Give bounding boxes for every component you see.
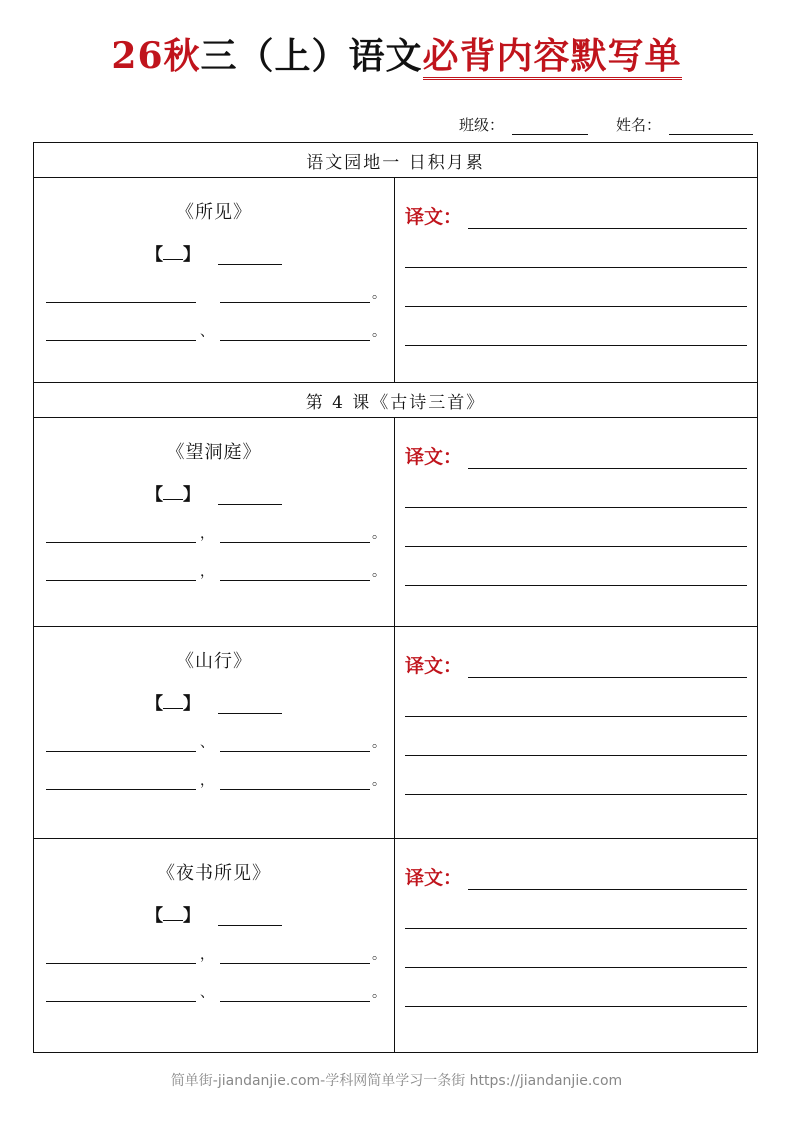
poem-row bbox=[34, 178, 758, 383]
verse-line bbox=[46, 321, 394, 341]
poem-title: 《山行》 bbox=[176, 650, 252, 672]
punct-mark: 、 bbox=[200, 324, 214, 341]
translation-first-line bbox=[405, 651, 747, 678]
poem-row bbox=[34, 838, 758, 1052]
worksheet-table bbox=[33, 142, 758, 1053]
student-info bbox=[459, 114, 753, 135]
poem-cell bbox=[34, 418, 395, 626]
translation-blank[interactable] bbox=[405, 678, 747, 717]
class-blank[interactable] bbox=[512, 118, 588, 135]
translation-cell bbox=[395, 418, 758, 626]
verse-line bbox=[46, 982, 394, 1002]
punct-mark: 、 bbox=[200, 984, 214, 1001]
translation-blank[interactable] bbox=[468, 881, 747, 890]
verse-blank[interactable] bbox=[46, 288, 196, 303]
translation-blank[interactable] bbox=[405, 469, 747, 508]
translation-first-line bbox=[405, 442, 747, 469]
punct-mark: ， bbox=[200, 526, 214, 543]
translation-cell bbox=[395, 626, 758, 838]
verse-blank[interactable] bbox=[46, 528, 196, 543]
verse-line bbox=[46, 732, 394, 752]
name-blank[interactable] bbox=[669, 118, 753, 135]
title-subject: 必背内容默写单 bbox=[423, 35, 682, 80]
poem-title: 《夜书所见》 bbox=[157, 862, 271, 884]
section-heading-row bbox=[34, 143, 758, 178]
translation-blank[interactable] bbox=[405, 547, 747, 586]
footer-watermark: 简单街-jiandanjie.com-学科网简单学习一条街 https://jiandanjie.com bbox=[170, 1073, 623, 1089]
punct-mark: ， bbox=[200, 772, 214, 789]
title-year: 26秋 bbox=[111, 35, 201, 77]
class-field bbox=[459, 114, 588, 135]
poem-row bbox=[34, 418, 758, 626]
poem-cell bbox=[34, 838, 395, 1052]
punct-mark: 、 bbox=[200, 734, 214, 751]
verse-blank[interactable] bbox=[220, 566, 370, 581]
section-heading: 语文园地一 日积月累 bbox=[34, 143, 758, 178]
verse-line bbox=[46, 770, 394, 790]
verse-line bbox=[46, 283, 394, 303]
class-label: 班级： bbox=[458, 116, 504, 134]
section-heading-row bbox=[34, 383, 758, 418]
verse-line bbox=[46, 561, 394, 581]
translation-blank[interactable] bbox=[468, 460, 747, 469]
verse-blank[interactable] bbox=[46, 737, 196, 752]
translation-blank[interactable] bbox=[468, 669, 747, 678]
end-mark: 。 bbox=[372, 526, 386, 543]
translation-blank[interactable] bbox=[405, 756, 747, 795]
verse-line bbox=[46, 944, 394, 964]
poem-row bbox=[34, 626, 758, 838]
dynasty-bracket[interactable]: 【 】 bbox=[146, 905, 200, 926]
end-mark: 。 bbox=[372, 734, 386, 751]
dynasty-bracket[interactable]: 【 】 bbox=[146, 485, 200, 506]
translation-blank[interactable] bbox=[405, 890, 747, 929]
poem-title: 《望洞庭》 bbox=[166, 442, 262, 464]
translation-cell bbox=[395, 838, 758, 1052]
translation-blank[interactable] bbox=[405, 229, 747, 268]
translation-blank[interactable] bbox=[405, 307, 747, 346]
verse-blank[interactable] bbox=[46, 949, 196, 964]
translation-blank[interactable] bbox=[468, 220, 747, 229]
translation-label: 译文： bbox=[405, 446, 463, 469]
end-mark: 。 bbox=[372, 324, 386, 341]
translation-blank[interactable] bbox=[405, 268, 747, 307]
verse-blank[interactable] bbox=[46, 566, 196, 581]
poem-title: 《所见》 bbox=[176, 202, 252, 224]
translation-label: 译文： bbox=[405, 866, 463, 889]
author-row bbox=[34, 480, 394, 505]
translation-blank[interactable] bbox=[405, 968, 747, 1007]
author-row bbox=[34, 240, 394, 265]
author-blank[interactable] bbox=[218, 250, 282, 265]
author-row bbox=[34, 901, 394, 926]
translation-first-line bbox=[405, 202, 747, 229]
translation-blank[interactable] bbox=[405, 717, 747, 756]
punct-mark: ， bbox=[200, 946, 214, 963]
translation-first-line bbox=[405, 863, 747, 890]
end-mark: 。 bbox=[372, 946, 386, 963]
author-blank[interactable] bbox=[218, 699, 282, 714]
poem-cell bbox=[34, 178, 395, 383]
end-mark: 。 bbox=[372, 772, 386, 789]
verse-line bbox=[46, 523, 394, 543]
author-blank[interactable] bbox=[218, 911, 282, 926]
verse-blank[interactable] bbox=[46, 775, 196, 790]
dynasty-bracket[interactable]: 【 】 bbox=[146, 245, 200, 266]
verse-blank[interactable] bbox=[220, 949, 370, 964]
section-heading: 第 4 课《古诗三首》 bbox=[34, 383, 758, 418]
translation-label: 译文： bbox=[405, 206, 463, 229]
title-grade: 三（上）语文 bbox=[200, 35, 423, 77]
verse-blank[interactable] bbox=[46, 987, 196, 1002]
punct-mark: ， bbox=[200, 564, 214, 581]
verse-blank[interactable] bbox=[220, 528, 370, 543]
verse-blank[interactable] bbox=[220, 775, 370, 790]
dynasty-bracket[interactable]: 【 】 bbox=[146, 693, 200, 714]
page-title bbox=[0, 28, 793, 79]
end-mark: 。 bbox=[372, 286, 386, 303]
end-mark: 。 bbox=[372, 564, 386, 581]
poem-cell bbox=[34, 626, 395, 838]
author-blank[interactable] bbox=[218, 490, 282, 505]
translation-blank[interactable] bbox=[405, 508, 747, 547]
translation-blank[interactable] bbox=[405, 929, 747, 968]
verse-blank[interactable] bbox=[220, 987, 370, 1002]
author-row bbox=[34, 689, 394, 714]
translation-cell bbox=[395, 178, 758, 383]
verse-blank[interactable] bbox=[46, 326, 196, 341]
translation-label: 译文： bbox=[405, 654, 463, 677]
verse-blank[interactable] bbox=[220, 326, 370, 341]
verse-blank[interactable] bbox=[220, 288, 370, 303]
verse-blank[interactable] bbox=[220, 737, 370, 752]
name-label: 姓名： bbox=[615, 116, 661, 134]
end-mark: 。 bbox=[372, 984, 386, 1001]
name-field bbox=[616, 114, 753, 135]
